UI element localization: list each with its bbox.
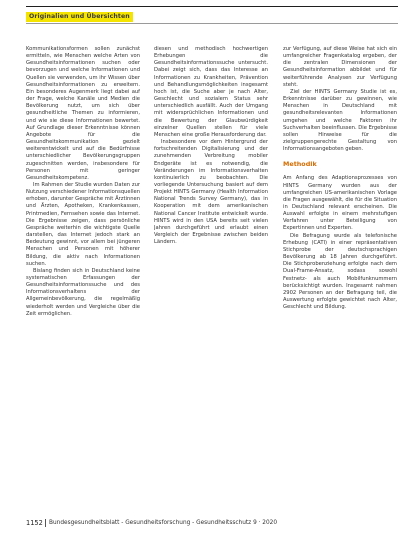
- header-divider: [26, 23, 398, 24]
- footer-separator: [45, 519, 46, 527]
- paragraph: Kommunikationsformen sollen zunächst ermitteln, wie Menschen welche Arten von Gesundheitsinformationen suchen oder bevorzugen und welche Informationen und Quellen sie verwenden, um ihr Wissen über Gesundheitsinformationen zu erweitern. Ein besonderes Augenmerk liegt dabei auf der Frage, welche Kanäle und Medien die Bevölkerung nutzt, um sich über gesundheitliche Themen zu informieren, und wie sie diese Informationen bewertet. Auf Grundlage dieser Erkenntnisse können Angebote für die Gesundheitskommunikation gezielt weiterentwickelt und auf die Bedürfnisse unterschiedlicher Bevölkerungsgruppen zugeschnitten werden, insbesondere für Personen mit geringer Gesundheitskompetenz.: [26, 46, 140, 181]
- section-tag: Originalien und Übersichten: [26, 12, 133, 22]
- text-column-3: [283, 46, 397, 516]
- paragraph: Am Anfang des Adaptionsprozesses von HINTS Germany wurden aus der umfangreichen US-amerikanischen Vorlage die Fragen ausgewählt, die für die Situation in Deutschland relevant erscheinen. Die Auswahl erfolgte in einem mehrstufigen Verfahren unter Beteiligung von Expertinnen und Experten.: [283, 175, 397, 232]
- paragraph: Im Rahmen der Studie wurden Daten zur Nutzung verschiedener Informationsquellen erhoben, darunter Gespräche mit Ärztinnen und Ärzten, Apotheken, Krankenkassen, Printmedien, Fernsehen sowie das Internet. Die Ergebnisse zeigen, dass persönliche Gespräche weiterhin die wichtigste Quelle darstellen, das Internet jedoch stark an Bedeutung gewinnt, vor allem bei jüngeren Menschen und Personen mit höherer Bildung, die aktiv nach Informationen suchen.: [26, 181, 140, 267]
- methods-heading: Methodik: [283, 160, 317, 169]
- paragraph: diesen und methodisch hochwertigen Erhebungen die Gesundheitsinformationssuche untersucht. Dabei zeigt sich, dass das Interesse an Informationen zu Krankheiten, Prävention und Behandlungsmöglichkeiten insgesamt hoch ist, die Suche aber je nach Alter, Geschlecht und sozialem Status sehr unterschiedlich ausfällt. Auch der Umgang mit widersprüchlichen Informationen und die Bewertung der Glaubwürdigkeit einzelner Quellen stellen für viele Menschen eine große Herausforderung dar.: [154, 46, 268, 138]
- journal-citation: Bundesgesundheitsblatt - Gesundheitsforschung - Gesundheitsschutz 9 · 2020: [49, 520, 278, 526]
- header-rule: [26, 6, 398, 7]
- page-number: 1152: [26, 519, 43, 527]
- paragraph: Die Befragung wurde als telefonische Erhebung (CATI) in einer repräsentativen Stichprobe der deutschsprachigen Bevölkerung ab 18 Jahren durchgeführt. Die Stichprobenziehung erfolgte nach dem Dual-Frame-Ansatz, sodass sowohl Festnetz- als auch Mobilfunknummern berücksichtigt wurden. Insgesamt nahmen 2902 Personen an der Befragung teil, die Auswertung erfolgte gewichtet nach Alter, Geschlecht und Bildung.: [283, 232, 397, 311]
- text-column-2: [154, 46, 268, 516]
- paragraph: Ziel der HINTS Germany Studie ist es, Erkenntnisse darüber zu gewinnen, wie Menschen in Deutschland mit gesundheitsrelevanten Informationen umgehen und welche Faktoren ihr Suchverhalten beeinflussen. Die Ergebnisse sollen Hinweise für die zielgruppengerechte Gestaltung von Informationsangeboten geben.: [283, 88, 397, 153]
- paragraph: zur Verfügung, auf diese Weise hat sich ein umfangreicher Fragenkatalog ergeben, der die zentralen Dimensionen der Gesundheitsinformation abbildet und für weiterführende Analysen zur Verfügung steht.: [283, 46, 397, 88]
- text-column-1: [26, 46, 140, 516]
- paragraph: Bislang finden sich in Deutschland keine systematischen Erfassungen der Gesundheitsinformationssuche und des Informationsverhaltens der Allgemeinbevölkerung, die regelmäßig wiederholt werden und Vergleiche über die Zeit ermöglichen.: [26, 267, 140, 317]
- page-footer: [26, 518, 398, 528]
- paragraph: Insbesondere vor dem Hintergrund der fortschreitenden Digitalisierung und der zunehmenden Verbreitung mobiler Endgeräte ist es notwendig, die Veränderungen im Informationsverhalten kontinuierlich zu beobachten. Die vorliegende Untersuchung basiert auf dem Projekt HINTS Germany (Health Information National Trends Survey Germany), das in Kooperation mit dem amerikanischen National Cancer Institute entwickelt wurde. HINTS wird in den USA bereits seit vielen Jahren durchgeführt und erlaubt einen Vergleich der Ergebnisse zwischen beiden Ländern.: [154, 139, 268, 246]
